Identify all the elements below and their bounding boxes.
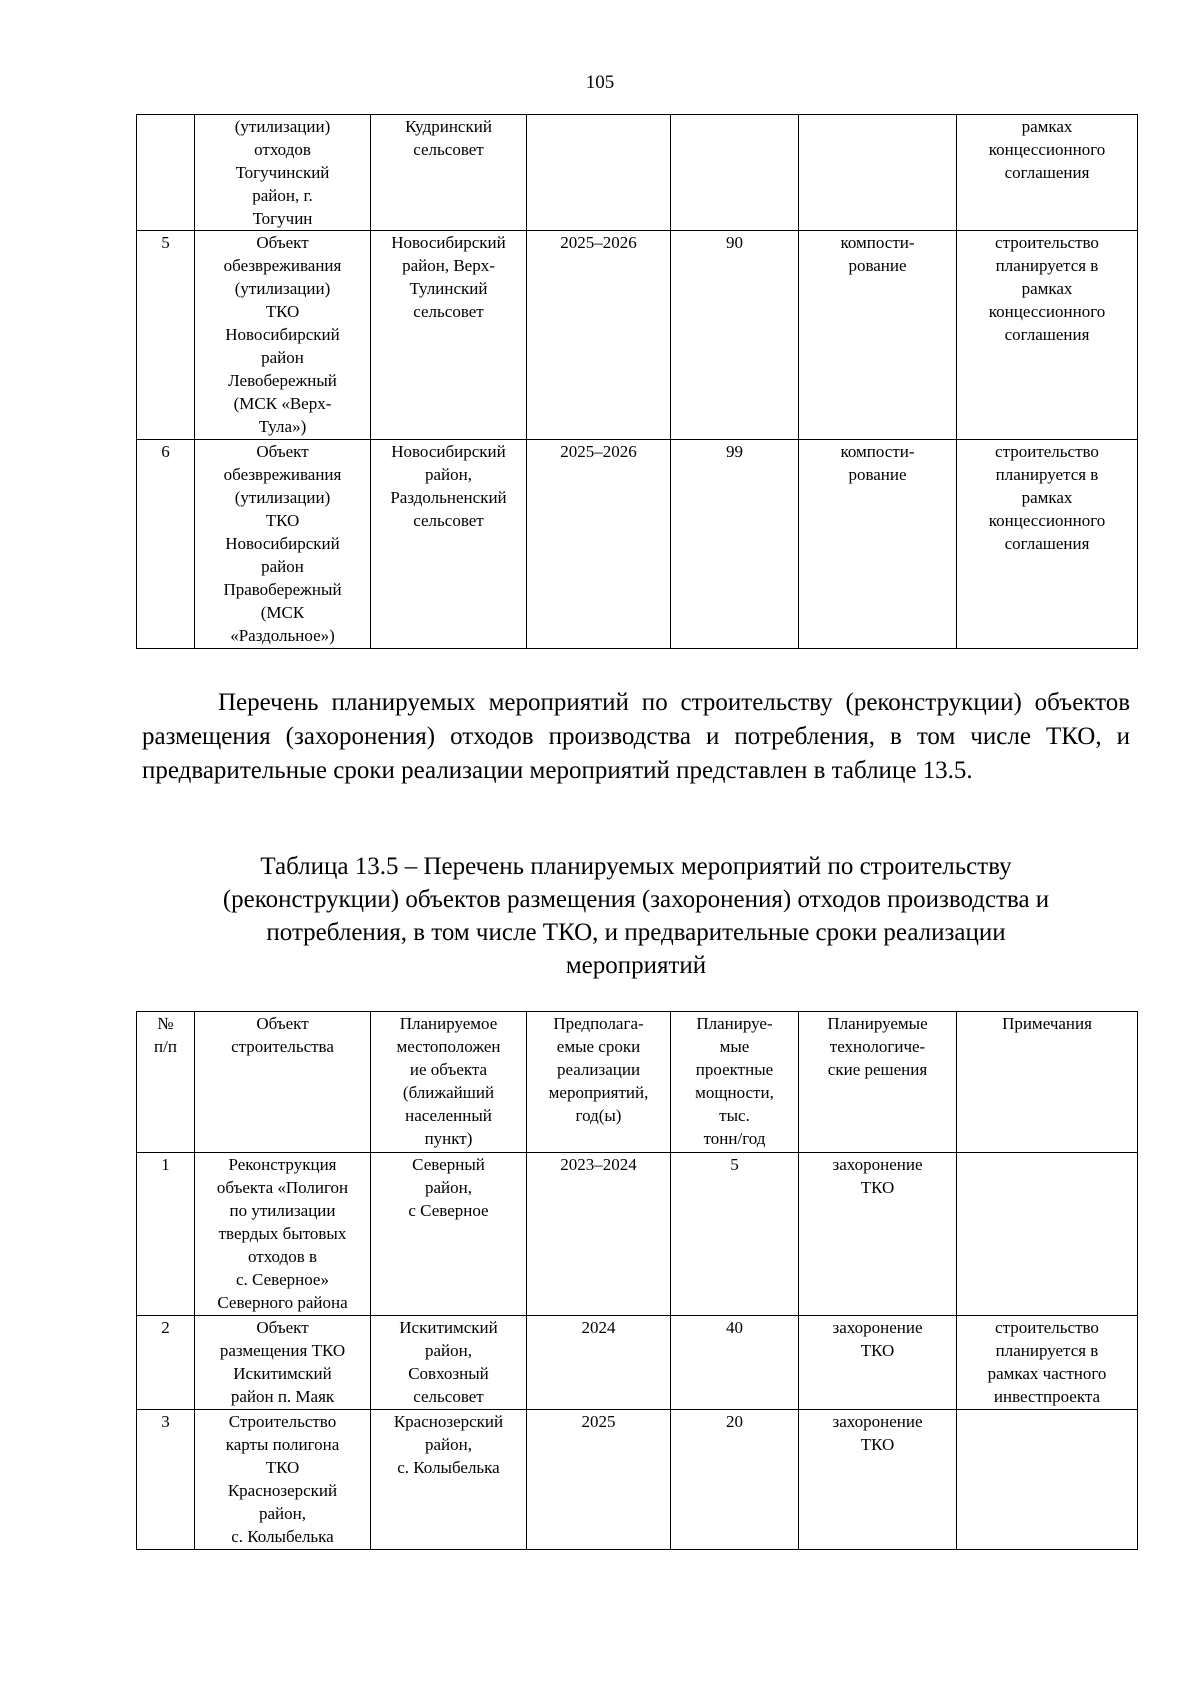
table-row xyxy=(137,1410,1138,1550)
cell-technology xyxy=(799,115,957,231)
cell-num: 2 xyxy=(137,1316,195,1410)
page-number: 105 xyxy=(585,72,615,93)
cell-period xyxy=(527,115,671,231)
header-num: № п/п xyxy=(137,1012,195,1153)
cell-period: 2025–2026 xyxy=(527,231,671,440)
cell-technology: компости- рование xyxy=(799,231,957,440)
cell-period: 2024 xyxy=(527,1316,671,1410)
header-technology: Планируемые технологиче- ские решения xyxy=(799,1012,957,1153)
table-row xyxy=(137,231,1138,440)
body-paragraph: Перечень планируемых мероприятий по строительству (реконструкции) объектов размещения (захоронения) отходов производства и потребления, в том числе ТКО, и предварительные сроки реализации мероприятий представлен в таблице 13.5. xyxy=(142,689,1130,784)
cell-capacity: 99 xyxy=(671,440,799,649)
cell-object: Объект размещения ТКО Искитимский район п. Маяк xyxy=(195,1316,371,1410)
cell-notes: строительство планируется в рамках концессионного соглашения xyxy=(957,231,1138,440)
cell-location: Кудринский сельсовет xyxy=(371,115,527,231)
cell-location: Краснозерский район, с. Колыбелька xyxy=(371,1410,527,1550)
cell-notes: рамках концессионного соглашения xyxy=(957,115,1138,231)
cell-object: Объект обезвреживания (утилизации) ТКО Новосибирский район Правобережный (МСК «Раздольное») xyxy=(195,440,371,649)
cell-period: 2023–2024 xyxy=(527,1153,671,1316)
cell-location: Новосибирский район, Раздольненский сельсовет xyxy=(371,440,527,649)
cell-num: 5 xyxy=(137,231,195,440)
table-13-5 xyxy=(136,1011,1138,1550)
cell-object: Реконструкция объекта «Полигон по утилизации твердых бытовых отходов в с. Северное» Северного района xyxy=(195,1153,371,1316)
cell-technology: захоронение ТКО xyxy=(799,1410,957,1550)
cell-num: 6 xyxy=(137,440,195,649)
cell-location: Северный район, с Северное xyxy=(371,1153,527,1316)
table-caption: Таблица 13.5 – Перечень планируемых мероприятий по строительству (реконструкции) объектов размещения (захоронения) отходов производства и потребления, в том числе ТКО, и предварительные сроки реализации мероприятий xyxy=(222,853,1050,979)
cell-capacity xyxy=(671,115,799,231)
cell-capacity: 90 xyxy=(671,231,799,440)
table-row xyxy=(137,1153,1138,1316)
cell-period: 2025–2026 xyxy=(527,440,671,649)
cell-technology: компости- рование xyxy=(799,440,957,649)
header-capacity: Планируе- мые проектные мощности, тыс. тонн/год xyxy=(671,1012,799,1153)
table-row xyxy=(137,115,1138,231)
cell-capacity: 40 xyxy=(671,1316,799,1410)
table-row xyxy=(137,440,1138,649)
cell-num: 3 xyxy=(137,1410,195,1550)
header-object: Объект строительства xyxy=(195,1012,371,1153)
table-header-row xyxy=(137,1012,1138,1153)
cell-notes xyxy=(957,1153,1138,1316)
continued-table xyxy=(136,114,1138,649)
cell-location: Искитимский район, Совхозный сельсовет xyxy=(371,1316,527,1410)
table-row xyxy=(137,1316,1138,1410)
cell-notes: строительство планируется в рамках концессионного соглашения xyxy=(957,440,1138,649)
cell-notes xyxy=(957,1410,1138,1550)
header-period: Предполага- емые сроки реализации мероприятий, год(ы) xyxy=(527,1012,671,1153)
cell-location: Новосибирский район, Верх- Тулинский сельсовет xyxy=(371,231,527,440)
cell-period: 2025 xyxy=(527,1410,671,1550)
cell-capacity: 20 xyxy=(671,1410,799,1550)
cell-object: (утилизации) отходов Тогучинский район, г. Тогучин xyxy=(195,115,371,231)
cell-technology: захоронение ТКО xyxy=(799,1316,957,1410)
cell-num: 1 xyxy=(137,1153,195,1316)
cell-num xyxy=(137,115,195,231)
cell-technology: захоронение ТКО xyxy=(799,1153,957,1316)
cell-capacity: 5 xyxy=(671,1153,799,1316)
header-location: Планируемое местоположен ие объекта (ближайший населенный пункт) xyxy=(371,1012,527,1153)
cell-object: Строительство карты полигона ТКО Краснозерский район, с. Колыбелька xyxy=(195,1410,371,1550)
cell-object: Объект обезвреживания (утилизации) ТКО Новосибирский район Левобережный (МСК «Верх- Тула») xyxy=(195,231,371,440)
header-notes: Примечания xyxy=(957,1012,1138,1153)
cell-notes: строительство планируется в рамках частного инвестпроекта xyxy=(957,1316,1138,1410)
